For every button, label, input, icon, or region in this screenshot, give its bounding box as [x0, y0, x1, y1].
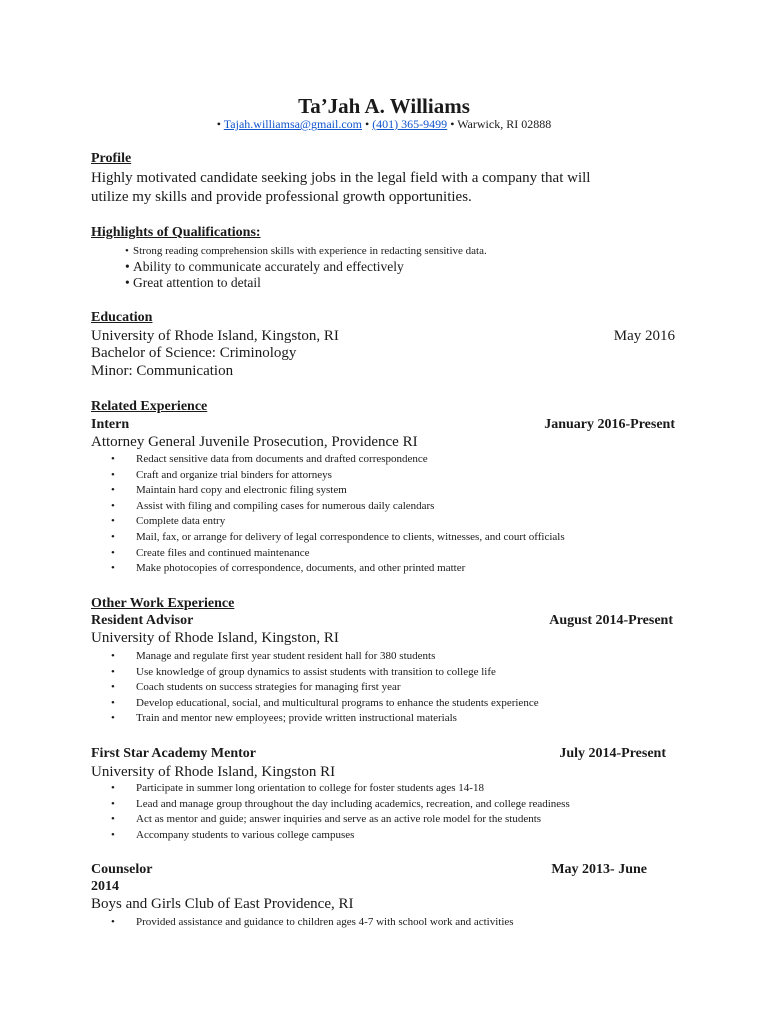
contact-bullet: •: [450, 117, 455, 131]
job-org: University of Rhode Island, Kingston RI: [91, 764, 336, 780]
job-date-continued: 2014: [91, 879, 119, 894]
list-item: • Participate in summer long orientation to college for foster students ages 14-18: [91, 781, 570, 797]
related-duties-list: [91, 452, 565, 577]
list-item: • Lead and manage group throughout the day including academics, recreation, and college readiness: [91, 797, 570, 813]
education-heading: Education: [91, 310, 153, 325]
job-title: Intern: [91, 417, 130, 432]
qualifications-list: [125, 244, 487, 291]
list-item: • Train and mentor new employees; provide written instructional materials: [91, 711, 539, 727]
job-date: August 2014-Present: [549, 613, 673, 628]
list-item: • Redact sensitive data from documents and drafted correspondence: [91, 452, 565, 468]
list-item: • Mail, fax, or arrange for delivery of legal correspondence to clients, witnesses, and court officials: [91, 530, 565, 546]
candidate-name: Ta’Jah A. Williams: [298, 94, 470, 118]
list-item: • Make photocopies of correspondence, documents, and other printed matter: [91, 561, 565, 577]
list-item: • Act as mentor and guide; answer inquiries and serve as an active role model for the students: [91, 812, 570, 828]
list-item: • Use knowledge of group dynamics to assist students with transition to college life: [91, 665, 539, 681]
list-item: • Coach students on success strategies for managing first year: [91, 680, 539, 696]
education-minor: Minor: Communication: [91, 363, 234, 379]
education-date: May 2016: [613, 328, 675, 344]
list-item: • Maintain hard copy and electronic filing system: [91, 483, 565, 499]
email-link[interactable]: Tajah.williamsa@gmail.com: [223, 117, 362, 131]
contact-bullet: •: [364, 117, 370, 131]
list-item: • Great attention to detail: [125, 275, 261, 290]
job-title: First Star Academy Mentor: [91, 746, 256, 761]
job-date: May 2013- June: [551, 862, 647, 877]
list-item: • Provided assistance and guidance to children ages 4-7 with school work and activities: [91, 915, 514, 931]
advisor-duties-list: [91, 649, 539, 727]
profile-heading: Profile: [91, 151, 132, 166]
phone-link[interactable]: (401) 365-9499: [372, 117, 448, 131]
job-org: Boys and Girls Club of East Providence, RI: [91, 896, 354, 912]
list-item: • Accompany students to various college campuses: [91, 828, 570, 844]
education-degree: Bachelor of Science: Criminology: [91, 345, 297, 361]
list-item: • Create files and continued maintenance: [91, 546, 565, 562]
other-experience-heading: Other Work Experience: [91, 596, 235, 611]
profile-line-2: utilize my skills and provide professional growth opportunities.: [91, 189, 472, 205]
job-date: July 2014-Present: [559, 746, 666, 761]
list-item: • Ability to communicate accurately and effectively: [125, 259, 404, 274]
job-title: Counselor: [91, 862, 153, 877]
list-item: • Complete data entry: [91, 514, 565, 530]
qualifications-heading: Highlights of Qualifications:: [91, 225, 261, 240]
list-item: • Assist with filing and compiling cases for numerous daily calendars: [91, 499, 565, 515]
list-item: • Craft and organize trial binders for attorneys: [91, 468, 565, 484]
job-org: Attorney General Juvenile Prosecution, Providence RI: [91, 434, 418, 450]
location-text: Warwick, RI 02888: [457, 117, 552, 131]
contact-line: [0, 117, 768, 132]
job-date: January 2016-Present: [544, 417, 675, 432]
job-title: Resident Advisor: [91, 613, 194, 628]
list-item: • Strong reading comprehension skills with experience in redacting sensitive data.: [125, 245, 487, 257]
education-school: University of Rhode Island, Kingston, RI: [91, 328, 339, 344]
list-item: • Develop educational, social, and multicultural programs to enhance the students experience: [91, 696, 539, 712]
job-org: University of Rhode Island, Kingston, RI: [91, 630, 339, 646]
mentor-duties-list: [91, 781, 570, 843]
related-experience-heading: Related Experience: [91, 399, 208, 414]
profile-line-1: Highly motivated candidate seeking jobs in the legal field with a company that will: [91, 170, 591, 186]
contact-bullet: •: [216, 117, 221, 131]
list-item: • Manage and regulate first year student resident hall for 380 students: [91, 649, 539, 665]
counselor-duties-list: [91, 915, 514, 931]
